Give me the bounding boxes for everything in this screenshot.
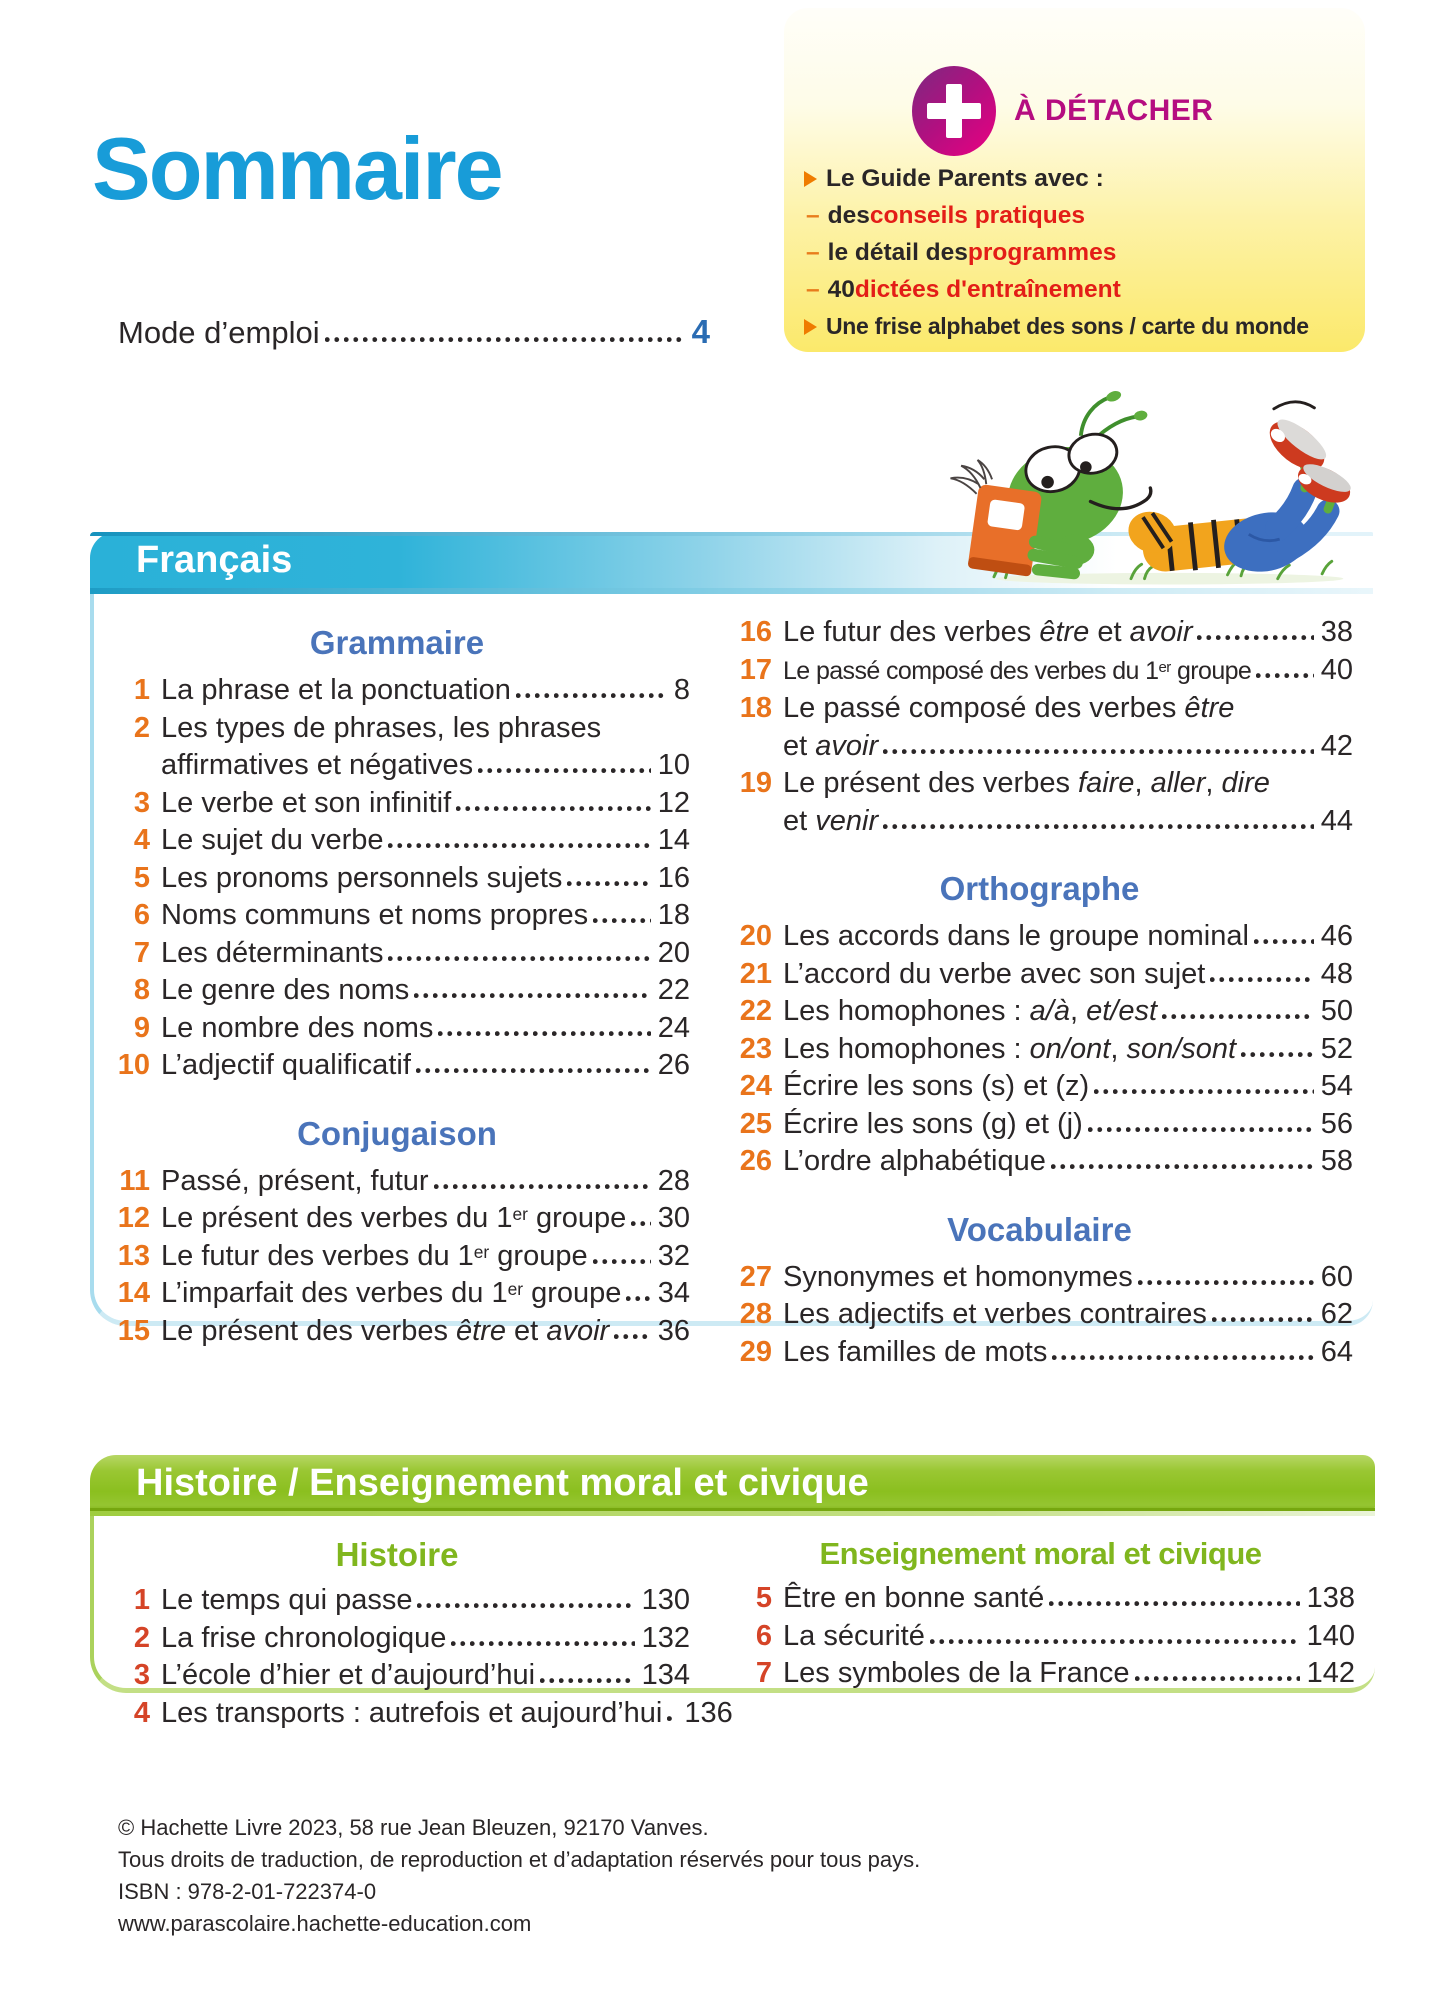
- dots-leader: [1135, 1676, 1300, 1681]
- page-number: 36: [657, 1314, 690, 1347]
- bullet-dash: –: [806, 276, 820, 303]
- toc-item: [726, 956, 1353, 994]
- toc-columns: [94, 1516, 1375, 1732]
- toc-item-title: Les symboles de la France: [783, 1657, 1130, 1689]
- dots-leader: [434, 1184, 651, 1189]
- toc-item-number: 29: [739, 1335, 772, 1368]
- dots-leader: [438, 1031, 650, 1036]
- detach-line: [802, 271, 1355, 308]
- toc-item-title: Les familles de mots: [783, 1335, 1048, 1368]
- dots-leader: [1049, 1601, 1299, 1606]
- toc-item-title: Les homophones : on/ont, son/sont: [783, 1032, 1237, 1065]
- page-number: 54: [1320, 1070, 1353, 1102]
- page-number: 48: [1320, 957, 1353, 990]
- toc-item: [104, 710, 690, 785]
- toc-item-number: 4: [133, 824, 150, 856]
- dots-leader: [1088, 1127, 1314, 1132]
- toc-item: [726, 652, 1353, 691]
- toc-item-number: 6: [133, 899, 150, 931]
- page-number: 16: [657, 861, 690, 894]
- page-number: 14: [657, 824, 690, 856]
- page-number: 62: [1320, 1298, 1353, 1330]
- toc-item-title: Le futur des verbes être et avoir: [783, 616, 1193, 648]
- toc-item-number: 7: [755, 1657, 772, 1689]
- toc-item-number: 2: [133, 711, 150, 744]
- toc-item-title: Les pronoms personnels sujets: [161, 861, 563, 894]
- page-number: 136: [684, 1696, 733, 1729]
- page-number: 8: [673, 674, 690, 706]
- toc-item-title: Les adjectifs et verbes contraires: [783, 1298, 1207, 1330]
- dots-leader: [516, 693, 667, 698]
- footer-line: © Hachette Livre 2023, 58 rue Jean Bleuzen, 92170 Vanves.: [118, 1815, 709, 1840]
- toc-item: [726, 993, 1353, 1031]
- page-number: 140: [1306, 1619, 1355, 1652]
- column-heading: Conjugaison: [297, 1114, 497, 1152]
- toc-item-title: Les déterminants: [161, 936, 384, 969]
- detach-line-text: dictées d'entraînement: [854, 276, 1121, 303]
- toc-item-number: 8: [133, 974, 150, 1006]
- footer-line: www.parascolaire.hachette-education.com: [118, 1911, 532, 1936]
- toc-item: [104, 897, 690, 935]
- toc-item-title: Le présent des verbes du 1er groupe: [161, 1202, 627, 1234]
- dots-leader: [1051, 1164, 1314, 1169]
- mascot-cricket-illustration: [938, 384, 1353, 590]
- page-number: 24: [657, 1011, 690, 1044]
- toc-item-title: Le sujet du verbe: [161, 824, 384, 856]
- toc-item-number: 22: [739, 995, 772, 1027]
- page-number: 22: [657, 974, 690, 1006]
- bullet-arrow-icon: [804, 171, 817, 187]
- page-number: 4: [691, 313, 710, 350]
- toc-item: [726, 1143, 1353, 1181]
- column-heading: Orthographe: [939, 870, 1140, 907]
- toc-item-title: L’école d’hier et d’aujourd’hui: [161, 1659, 536, 1691]
- dots-leader: [1138, 1280, 1314, 1285]
- detach-box: [784, 8, 1365, 352]
- dots-leader: [593, 1259, 651, 1264]
- toc-item: [104, 672, 690, 710]
- detach-line-text: le détail des: [827, 239, 968, 266]
- plus-badge-icon: [912, 66, 996, 156]
- toc-item-number: 24: [739, 1070, 772, 1102]
- page-number: 40: [1320, 653, 1353, 686]
- detach-line: [802, 197, 1355, 234]
- footer-line: Tous droits de traduction, de reproduction et d’adaptation réservés pour tous pays.: [118, 1847, 921, 1872]
- toc-item-title: L’accord du verbe avec son sujet: [783, 957, 1206, 990]
- section-panel: [90, 594, 1373, 1368]
- page-number: 44: [1320, 804, 1353, 837]
- toc-item-title: Le verbe et son infinitif: [161, 786, 452, 819]
- dots-leader: [1254, 939, 1314, 944]
- toc-item-title: Les homophones : a/à, et/est: [783, 995, 1158, 1027]
- bullet-dash: –: [806, 239, 820, 266]
- page-number: 18: [657, 899, 690, 931]
- toc-item: [726, 1259, 1353, 1297]
- toc-item: [104, 1657, 690, 1695]
- detach-line: [802, 160, 1355, 197]
- dots-leader: [614, 1334, 651, 1339]
- detach-line-text: 40: [827, 276, 855, 303]
- toc-item-title: L’adjectif qualificatif: [161, 1049, 411, 1081]
- section-title: Français: [136, 539, 293, 581]
- toc-item-number: 1: [133, 674, 150, 706]
- section-panel: [90, 1516, 1375, 1729]
- toc-item-title: Le présent des verbes être et avoir: [161, 1314, 610, 1347]
- dots-leader: [1052, 1355, 1313, 1360]
- toc-item-title: Le passé composé des verbes être: [783, 692, 1235, 724]
- page-number: 52: [1320, 1032, 1353, 1065]
- page-number: 64: [1320, 1335, 1353, 1368]
- detach-title: À DÉTACHER: [1014, 94, 1214, 127]
- toc-item-number: 4: [133, 1696, 150, 1729]
- dots-leader: [930, 1639, 1300, 1644]
- detach-line: [802, 308, 1355, 345]
- toc-item: [104, 1010, 690, 1048]
- page-number: 132: [641, 1621, 690, 1654]
- dots-leader: [567, 881, 650, 886]
- toc-item: [726, 1580, 1355, 1618]
- toc-item-title: Le passé composé des verbes du 1er groupe: [783, 656, 1252, 685]
- bullet-arrow-icon: [804, 319, 817, 335]
- toc-item: [726, 1655, 1355, 1693]
- toc-item: [104, 1313, 690, 1351]
- toc-item: [104, 1275, 690, 1313]
- dots-leader: [883, 749, 1314, 754]
- page-number: 142: [1306, 1657, 1355, 1689]
- toc-item: [104, 1238, 690, 1276]
- detach-line-text: conseils pratiques: [869, 202, 1085, 229]
- toc-item-title: La phrase et la ponctuation: [161, 674, 511, 706]
- toc-item-title: et venir: [783, 804, 879, 837]
- toc-item-number: 21: [739, 957, 772, 990]
- page-number: 134: [641, 1659, 690, 1691]
- toc-item-number: 14: [117, 1277, 150, 1309]
- dots-leader: [1210, 977, 1313, 982]
- page-number: 60: [1320, 1260, 1353, 1293]
- toc-item: [104, 822, 690, 860]
- dots-leader: [540, 1678, 635, 1683]
- dots-leader: [1094, 1089, 1314, 1094]
- toc-column-right: [726, 594, 1353, 1371]
- toc-item-title: Être en bonne santé: [783, 1582, 1045, 1614]
- toc-item-number: 27: [739, 1260, 772, 1293]
- toc-item-title: La frise chronologique: [161, 1621, 447, 1654]
- toc-item: [104, 860, 690, 898]
- toc-item-title: Les accords dans le groupe nominal: [783, 920, 1249, 952]
- toc-item: [104, 935, 690, 973]
- column-heading: Histoire: [335, 1536, 459, 1573]
- toc-item: [726, 1618, 1355, 1656]
- toc-item: [104, 1163, 690, 1201]
- toc-item: [726, 690, 1353, 765]
- page-number: 12: [657, 786, 690, 819]
- toc-item-number: 20: [739, 920, 772, 952]
- dots-leader: [416, 1068, 651, 1073]
- toc-item-number: 13: [117, 1239, 150, 1272]
- toc-item-title: Passé, présent, futur: [161, 1164, 429, 1197]
- detach-line-text: des: [827, 202, 870, 229]
- page-number: 130: [641, 1584, 690, 1616]
- toc-item-title: L’imparfait des verbes du 1er groupe: [161, 1277, 622, 1309]
- toc-item-title: Les types de phrases, les phrases: [161, 711, 602, 744]
- dots-leader: [593, 918, 651, 923]
- toc-column-right: [726, 1516, 1355, 1732]
- toc-item-number: 16: [739, 616, 772, 648]
- page-number: 50: [1320, 995, 1353, 1027]
- toc-item-number: 3: [133, 1659, 150, 1691]
- section-title: Histoire / Enseignement moral et civique: [136, 1462, 869, 1504]
- toc-item: [726, 918, 1353, 956]
- toc-item-title: La sécurité: [783, 1619, 925, 1652]
- column-heading: Enseignement moral et civique: [819, 1536, 1262, 1571]
- toc-item: [104, 1695, 733, 1733]
- column-heading: Grammaire: [309, 624, 485, 661]
- detach-lines: [802, 160, 1355, 345]
- toc-item-number: 2: [133, 1621, 150, 1654]
- dots-leader: [478, 768, 651, 773]
- toc-item: [726, 1296, 1353, 1334]
- toc-item-number: 12: [117, 1202, 150, 1234]
- dots-leader: [667, 1716, 677, 1721]
- toc-item-number: 19: [739, 767, 772, 799]
- toc-item-number: 7: [133, 936, 150, 969]
- footer-line: ISBN : 978-2-01-722374-0: [118, 1879, 377, 1904]
- footer: [118, 1812, 920, 1940]
- toc-item-number: 6: [755, 1619, 772, 1652]
- toc-item-title: Les transports : autrefois et aujourd’hui: [161, 1696, 663, 1729]
- page-number: 138: [1306, 1582, 1355, 1614]
- detach-line-text: programmes: [967, 239, 1117, 266]
- dots-leader: [631, 1221, 650, 1226]
- section-francais: [90, 532, 1373, 1368]
- column-heading: Vocabulaire: [947, 1210, 1132, 1248]
- toc-item-title: Le présent des verbes faire, aller, dire: [783, 767, 1270, 799]
- toc-item: [726, 1106, 1353, 1144]
- page-number: 32: [657, 1239, 690, 1272]
- dots-leader: [1212, 1317, 1314, 1322]
- toc-item-title: Le temps qui passe: [161, 1584, 413, 1616]
- toc-item-number: 15: [117, 1314, 150, 1347]
- toc-item: [726, 1068, 1353, 1106]
- mode-demploi-label: Mode d’emploi: [118, 315, 320, 350]
- dots-leader: [1162, 1014, 1314, 1019]
- dots-leader: [1256, 673, 1314, 678]
- dots-leader: [388, 956, 650, 961]
- toc-item-number: 3: [133, 786, 150, 819]
- dots-leader: [1197, 635, 1313, 640]
- toc-item: [104, 1582, 690, 1620]
- dots-leader: [414, 993, 650, 998]
- toc-item-title: Écrire les sons (g) et (j): [783, 1107, 1083, 1140]
- toc-column-left: [104, 594, 690, 1371]
- page-number: 58: [1320, 1145, 1353, 1177]
- toc-item-number: 5: [755, 1582, 772, 1614]
- toc-item-title: Écrire les sons (s) et (z): [783, 1070, 1090, 1102]
- dots-leader: [388, 843, 650, 848]
- toc-item-number: 26: [739, 1145, 772, 1177]
- page-number: 20: [657, 936, 690, 969]
- page-number: 34: [657, 1277, 690, 1309]
- toc-item-number: 10: [117, 1049, 150, 1081]
- toc-item-number: 5: [133, 861, 150, 894]
- toc-item: [726, 1031, 1353, 1069]
- toc-item: [104, 785, 690, 823]
- toc-item-title: Le nombre des noms: [161, 1011, 434, 1044]
- detach-line-text: Une frise alphabet des sons / carte du monde: [826, 313, 1309, 339]
- toc-item: [104, 972, 690, 1010]
- toc-item-number: 18: [739, 692, 772, 724]
- section-histoire-emc: [90, 1455, 1375, 1729]
- toc-item-number: 25: [739, 1107, 772, 1140]
- toc-item: [726, 765, 1353, 840]
- toc-item-number: 1: [133, 1584, 150, 1616]
- dots-leader: [325, 337, 685, 342]
- toc-item: [726, 1334, 1353, 1372]
- dots-leader: [1241, 1052, 1314, 1057]
- page-number: 28: [657, 1164, 690, 1197]
- dots-leader: [626, 1296, 650, 1301]
- section-bar: [90, 1455, 1375, 1511]
- page-title: Sommaire: [92, 119, 502, 218]
- toc-item-number: 11: [119, 1164, 150, 1197]
- toc-item-title: et avoir: [783, 729, 879, 762]
- toc-columns: [94, 594, 1373, 1371]
- bullet-dash: –: [806, 202, 820, 229]
- page-number: 10: [657, 749, 690, 781]
- toc-item-number: 17: [739, 653, 772, 686]
- page-number: 26: [657, 1049, 690, 1081]
- toc-item-number: 28: [739, 1298, 772, 1330]
- toc-column-left: [104, 1516, 733, 1732]
- dots-leader: [417, 1603, 634, 1608]
- page-number: 38: [1320, 616, 1353, 648]
- toc-item: [104, 1200, 690, 1238]
- page-number: 56: [1320, 1107, 1353, 1140]
- toc-item-title: Le genre des noms: [161, 974, 410, 1006]
- toc-item: [726, 614, 1353, 652]
- page-number: 30: [657, 1202, 690, 1234]
- plus-icon: [946, 84, 962, 138]
- page-number: 42: [1320, 729, 1353, 762]
- toc-item-title: Noms communs et noms propres: [161, 899, 589, 931]
- dots-leader: [883, 824, 1314, 829]
- toc-item: [104, 1620, 690, 1658]
- toc-item-title: affirmatives et négatives: [161, 749, 474, 781]
- dots-leader: [456, 806, 651, 811]
- toc-item-title: Le futur des verbes du 1er groupe: [161, 1239, 588, 1272]
- toc-item-title: L’ordre alphabétique: [783, 1145, 1046, 1177]
- detach-line-text: Le Guide Parents avec :: [826, 165, 1104, 192]
- dots-leader: [451, 1641, 634, 1646]
- detach-line: [802, 234, 1355, 271]
- toc-item-number: 23: [739, 1032, 772, 1065]
- page-number: 46: [1320, 920, 1353, 952]
- mode-demploi-row: [118, 312, 710, 353]
- toc-item-title: Synonymes et homonymes: [783, 1260, 1133, 1293]
- toc-item: [104, 1047, 690, 1085]
- toc-item-number: 9: [133, 1011, 150, 1044]
